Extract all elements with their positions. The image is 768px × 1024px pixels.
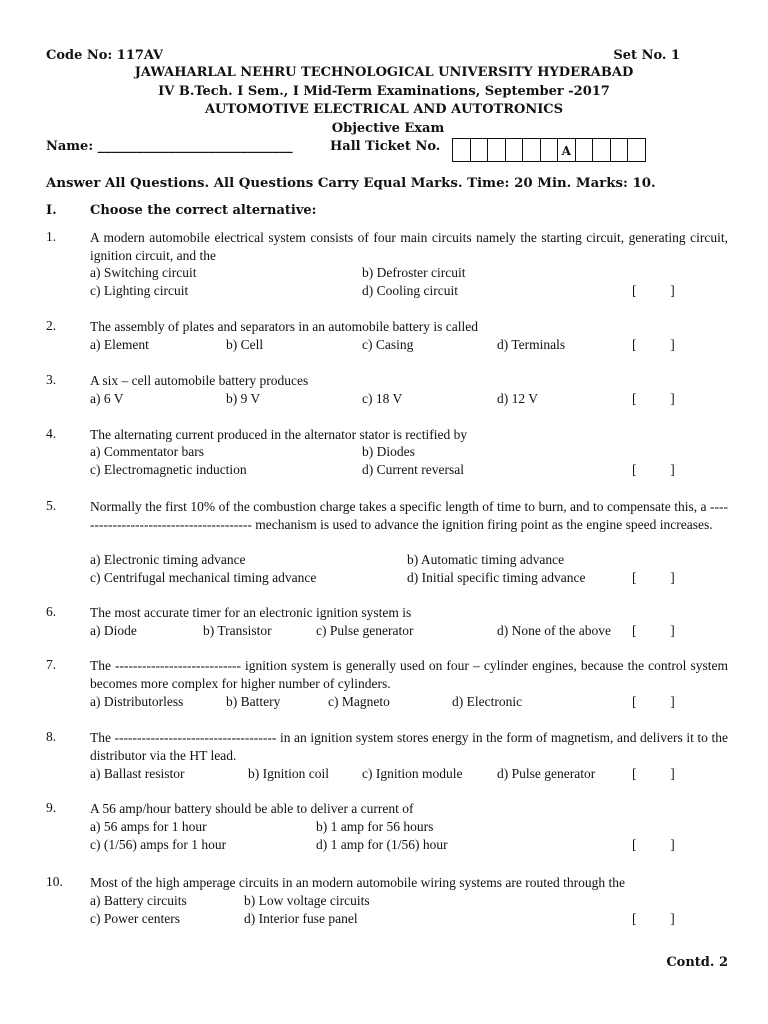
option-b: b) 9 V [226,391,261,406]
option-b: b) 1 amp for 56 hours [316,819,434,834]
hall-ticket-cell [576,139,594,161]
option-a: a) Distributorless [90,694,184,709]
question-stem: Normally the first 10% of the combustion charge takes a specific length of time to burn, and to compensate this, a ---------------------------------------- mechanism is used to advance the ignition firing point as the engine speed increases. [90,499,728,532]
answer-bracket: [ ] [632,391,675,406]
option-b: b) Battery [226,694,281,709]
option-c: c) Pulse generator [316,623,414,638]
set-number: Set No. 1 [613,48,680,63]
option-d: d) None of the above [497,623,611,638]
question-stem: The most accurate timer for an electronic ignition system is [90,605,412,620]
option-d: d) Pulse generator [497,766,596,781]
hall-ticket-cell: A [558,139,576,161]
exam-title: IV B.Tech. I Sem., I Mid-Term Examinations, September -2017 [158,84,610,99]
question-number: 9. [46,800,57,815]
answer-bracket: [ ] [632,911,675,926]
option-c: c) Centrifugal mechanical timing advance [90,570,317,585]
question-stem: The assembly of plates and separators in an automobile battery is called [90,319,478,334]
question-number: 7. [46,657,57,672]
option-b: b) Defroster circuit [362,265,466,280]
answer-bracket: [ ] [632,462,675,477]
option-b: b) Automatic timing advance [407,552,565,567]
option-b: b) Low voltage circuits [244,893,370,908]
university-name: JAWAHARLAL NEHRU TECHNOLOGICAL UNIVERSITY HYDERABAD [134,65,634,80]
question-number: 6. [46,604,57,619]
option-a: a) Electronic timing advance [90,552,246,567]
question-number: 3. [46,372,57,387]
question-stem: Most of the high amperage circuits in an modern automobile wiring systems are routed through the [90,875,625,890]
option-c: c) Electromagnetic induction [90,462,247,477]
answer-bracket: [ ] [632,766,675,781]
name-field: Name: ______________________________ [46,139,293,154]
option-c: c) Magneto [328,694,390,709]
section-number: I. [46,203,57,218]
question-stem: A 56 amp/hour battery should be able to deliver a current of [90,801,414,816]
answer-bracket: [ ] [632,623,675,638]
hall-ticket-cell [453,139,471,161]
subject-title: AUTOMOTIVE ELECTRICAL AND AUTOTRONICS [204,102,564,117]
hall-ticket-cell [593,139,611,161]
option-d: d) Initial specific timing advance [407,570,586,585]
option-d: d) 1 amp for (1/56) hour [316,837,448,852]
option-b: b) Cell [226,337,264,352]
option-d: d) Current reversal [362,462,464,477]
option-b: b) Transistor [203,623,272,638]
question-stem: The ------------------------------------ in an ignition system stores energy in the form of magnetism, and delivers it to the distributor via the HT lead. [90,730,728,763]
option-c: c) Casing [362,337,414,352]
question-number: 4. [46,426,57,441]
option-c: c) (1/56) amps for 1 hour [90,837,227,852]
question-number: 10. [46,874,63,889]
option-c: c) Ignition module [362,766,463,781]
option-a: a) Ballast resistor [90,766,185,781]
hall-ticket-cell [471,139,489,161]
question-stem: The ---------------------------- ignition system is generally used on four – cylinder engines, because the control system becomes more complex for higher number of cylinders. [90,658,728,691]
question-stem: The alternating current produced in the alternator stator is rectified by [90,427,468,442]
question-number: 5. [46,498,57,513]
hall-ticket-cell [506,139,524,161]
option-c: c) Lighting circuit [90,283,189,298]
option-a: a) Commentator bars [90,444,204,459]
hall-ticket-cell [628,139,645,161]
option-a: a) 56 amps for 1 hour [90,819,207,834]
option-c: c) Power centers [90,911,180,926]
option-a: a) Element [90,337,149,352]
option-b: b) Diodes [362,444,415,459]
answer-bracket: [ ] [632,337,675,352]
option-a: a) 6 V [90,391,124,406]
option-d: d) 12 V [497,391,539,406]
answer-bracket: [ ] [632,570,675,585]
option-a: a) Diode [90,623,137,638]
code-number: Code No: 117AV [46,48,164,63]
question-number: 2. [46,318,57,333]
hall-ticket-cell [541,139,559,161]
option-b: b) Ignition coil [248,766,329,781]
option-a: a) Battery circuits [90,893,187,908]
hall-ticket-label: Hall Ticket No. [330,139,441,154]
question-number: 1. [46,229,57,244]
answer-bracket: [ ] [632,694,675,709]
option-d: d) Terminals [497,337,566,352]
question-stem: A modern automobile electrical system consists of four main circuits namely the starting circuit, generating circuit, ignition circuit, and the [90,230,728,263]
option-d: d) Electronic [452,694,523,709]
hall-ticket-cell [488,139,506,161]
section-title: Choose the correct alternative: [90,203,317,218]
question-stem: A six – cell automobile battery produces [90,373,309,388]
option-c: c) 18 V [362,391,403,406]
answer-bracket: [ ] [632,283,675,298]
hall-ticket-boxes [452,138,646,162]
continued-note: Contd. 2 [666,955,728,970]
answer-bracket: [ ] [632,837,675,852]
hall-ticket-cell [611,139,629,161]
option-d: d) Cooling circuit [362,283,458,298]
question-number: 8. [46,729,57,744]
option-d: d) Interior fuse panel [244,911,358,926]
option-a: a) Switching circuit [90,265,197,280]
instructions: Answer All Questions. All Questions Carry Equal Marks. Time: 20 Min. Marks: 10. [46,176,656,191]
hall-ticket-cell [523,139,541,161]
exam-type: Objective Exam [331,121,445,136]
